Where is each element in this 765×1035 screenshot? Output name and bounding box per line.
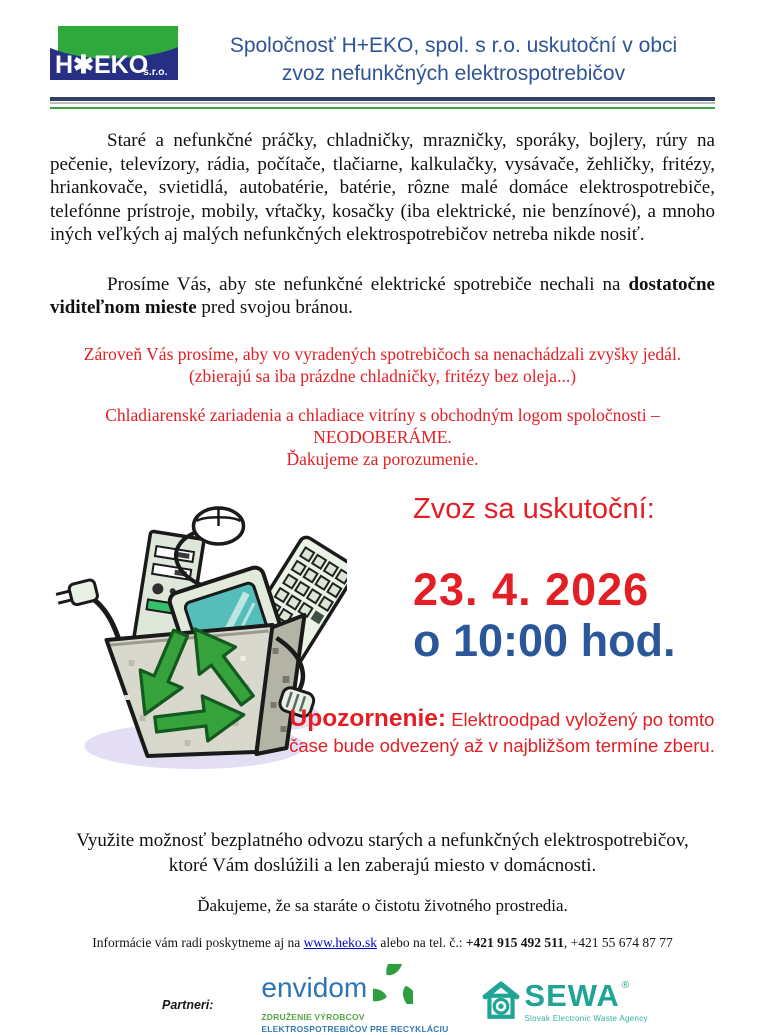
offer-paragraph: Využite možnosť bezplatného odvozu starých a nefunkčných elektrospotrebičov, ktoré Vám doslúžili a len zaberajú miesto v domácnosti. xyxy=(76,829,689,876)
request-paragraph xyxy=(50,273,715,320)
thanks-line: Ďakujeme, že sa staráte o čistotu životného prostredia. xyxy=(197,895,568,915)
heko-logo-suffix: s.r.o. xyxy=(143,66,168,78)
envidom-wordmark: envidom xyxy=(261,971,368,1003)
warning-note xyxy=(282,706,722,759)
request-paragraph-bold: dostatočne viditeľnom mieste xyxy=(50,273,715,318)
separator-navy-line xyxy=(50,97,715,101)
fridge-notice-line2: Ďakujeme za porozumenie. xyxy=(286,448,479,469)
page-title xyxy=(178,26,715,88)
sewa-tagline: Slovak Electronic Waste Agency xyxy=(524,1013,648,1023)
contact-phone-primary: +421 915 492 511 xyxy=(465,934,564,950)
intro-paragraph: Staré a nefunkčné práčky, chladničky, mrazničky, sporáky, bojlery, rúry na pečenie, televízory, rádia, počítače, tlačiarne, kalkulačky, vysávače, žehličky, fritézy, hriankovače, svietidlá, autobatérie, batérie, rôzne malé domáce elektrospotrebiče, telefónne prístroje, mobily, vŕtačky, kosačky (iba elektrické, nie benzínové), a mnoho iných veľkých aj malých nefunkčných elektrospotrebičov netreba nikde nosiť. xyxy=(50,130,715,245)
envidom-tagline-line1: ZDRUŽENIE VÝROBCOV xyxy=(261,1011,365,1022)
warning-text: Elektroodpad vyložený po tomto čase bude odvezený až v najbližšom termíne zberu. xyxy=(289,708,715,756)
sewa-registered-mark: ® xyxy=(621,979,630,991)
sewa-house-icon xyxy=(482,980,520,1022)
envidom-recycle-leaves-icon xyxy=(373,964,413,1004)
fridge-notice xyxy=(50,404,715,470)
contact-pre: Informácie vám radi poskytneme aj na xyxy=(92,934,304,950)
food-notice-line2: (zbierajú sa iba prázdne chladničky, fritézy bez oleja...) xyxy=(188,365,577,386)
separator-green-line xyxy=(50,107,715,109)
header xyxy=(50,26,715,88)
envidom-logo xyxy=(261,972,448,1035)
contact-mid: alebo na tel. č.: xyxy=(377,934,466,950)
heko-logo-text: H✱EKO xyxy=(55,51,149,79)
heko-website-link[interactable]: www.heko.sk xyxy=(303,934,377,950)
event-time: o 10:00 hod. xyxy=(413,614,676,666)
food-notice xyxy=(50,343,715,387)
header-separator xyxy=(50,97,715,109)
heko-logo xyxy=(50,26,178,80)
event-heading: Zvoz sa uskutoční: xyxy=(413,492,655,525)
warning-label: Upozornenie: xyxy=(289,704,447,732)
fridge-notice-line1: Chladiarenské zariadenia a chladiace vitríny s obchodným logom spoločnosti – NEODOBERÁME. xyxy=(105,404,660,447)
sewa-wordmark: SEWA xyxy=(524,977,620,1013)
envidom-tagline-line2: ELEKTROSPOTREBIČOV PRE RECYKLÁCIU xyxy=(261,1023,449,1034)
event-date: 23. 4. 2026 xyxy=(413,564,650,616)
contact-phone-secondary: , +421 55 674 87 77 xyxy=(563,934,673,950)
request-paragraph-post: pred svojou bránou. xyxy=(196,297,353,318)
partners-section xyxy=(50,972,715,1035)
food-notice-line1: Zároveň Vás prosíme, aby vo vyradených spotrebičoch sa nenachádzali zvyšky jedál. xyxy=(83,343,682,364)
page-title-line2: zvoz nefunkčných elektrospotrebičov xyxy=(281,62,626,85)
sewa-logo xyxy=(482,977,648,1023)
page-title-line1: Spoločnosť H+EKO, spol. s r.o. uskutoční v obci xyxy=(229,34,678,57)
request-paragraph-pre: Prosíme Vás, aby ste nefunkčné elektrické spotrebiče nechali na xyxy=(107,273,629,295)
partners-label: Partneri: xyxy=(162,997,214,1012)
contact-line xyxy=(50,935,715,951)
event-section xyxy=(50,474,715,770)
